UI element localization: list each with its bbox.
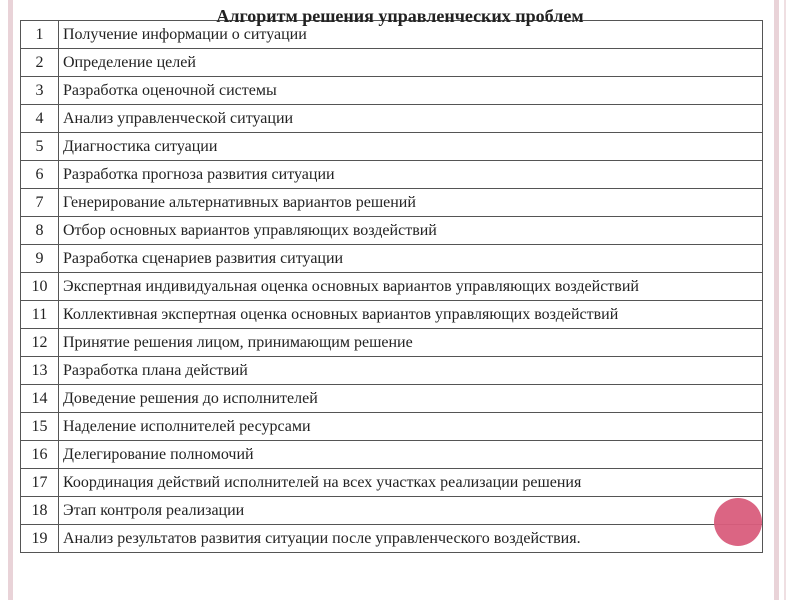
algorithm-table [20, 20, 763, 553]
table-row [21, 77, 763, 105]
row-number: 8 [21, 217, 59, 245]
row-number: 7 [21, 189, 59, 217]
decorative-circle-icon [714, 498, 762, 546]
row-number: 6 [21, 161, 59, 189]
row-number: 17 [21, 469, 59, 497]
table-row [21, 357, 763, 385]
table-row [21, 441, 763, 469]
row-text: Разработка плана действий [59, 357, 763, 385]
row-number: 10 [21, 273, 59, 301]
row-number: 4 [21, 105, 59, 133]
right-decorative-border [774, 0, 779, 600]
table-row [21, 273, 763, 301]
row-number: 1 [21, 21, 59, 49]
row-text: Экспертная индивидуальная оценка основных вариантов управляющих воздействий [59, 273, 763, 301]
row-text: Наделение исполнителей ресурсами [59, 413, 763, 441]
row-text: Разработка оценочной системы [59, 77, 763, 105]
row-number: 3 [21, 77, 59, 105]
row-text: Анализ результатов развития ситуации после управленческого воздействия. [59, 525, 763, 553]
row-text: Диагностика ситуации [59, 133, 763, 161]
table-row [21, 469, 763, 497]
table-row [21, 217, 763, 245]
row-text: Разработка сценариев развития ситуации [59, 245, 763, 273]
row-number: 13 [21, 357, 59, 385]
row-text: Коллективная экспертная оценка основных вариантов управляющих воздействий [59, 301, 763, 329]
row-text: Доведение решения до исполнителей [59, 385, 763, 413]
row-text: Анализ управленческой ситуации [59, 105, 763, 133]
slide-title: Алгоритм решения управленческих проблем [216, 6, 584, 26]
row-text: Отбор основных вариантов управляющих воздействий [59, 217, 763, 245]
row-number: 15 [21, 413, 59, 441]
table-row [21, 105, 763, 133]
row-number: 16 [21, 441, 59, 469]
row-number: 5 [21, 133, 59, 161]
table-row [21, 385, 763, 413]
row-text: Разработка прогноза развития ситуации [59, 161, 763, 189]
table-row [21, 497, 763, 525]
table-row [21, 245, 763, 273]
table-row [21, 301, 763, 329]
row-text: Этап контроля реализации [59, 497, 763, 525]
row-number: 11 [21, 301, 59, 329]
table-row [21, 525, 763, 553]
table-row [21, 413, 763, 441]
row-number: 12 [21, 329, 59, 357]
row-number: 18 [21, 497, 59, 525]
row-number: 19 [21, 525, 59, 553]
row-text: Координация действий исполнителей на всех участках реализации решения [59, 469, 763, 497]
table-row [21, 189, 763, 217]
table-row [21, 329, 763, 357]
table-row [21, 161, 763, 189]
row-number: 2 [21, 49, 59, 77]
left-decorative-border [8, 0, 13, 600]
row-text: Принятие решения лицом, принимающим решение [59, 329, 763, 357]
row-text: Генерирование альтернативных вариантов решений [59, 189, 763, 217]
table-row [21, 49, 763, 77]
row-text: Делегирование полномочий [59, 441, 763, 469]
row-number: 14 [21, 385, 59, 413]
row-text: Получение информации о ситуации [59, 21, 763, 49]
row-text: Определение целей [59, 49, 763, 77]
right-decorative-border-outer [784, 0, 786, 600]
table-row [21, 133, 763, 161]
row-number: 9 [21, 245, 59, 273]
